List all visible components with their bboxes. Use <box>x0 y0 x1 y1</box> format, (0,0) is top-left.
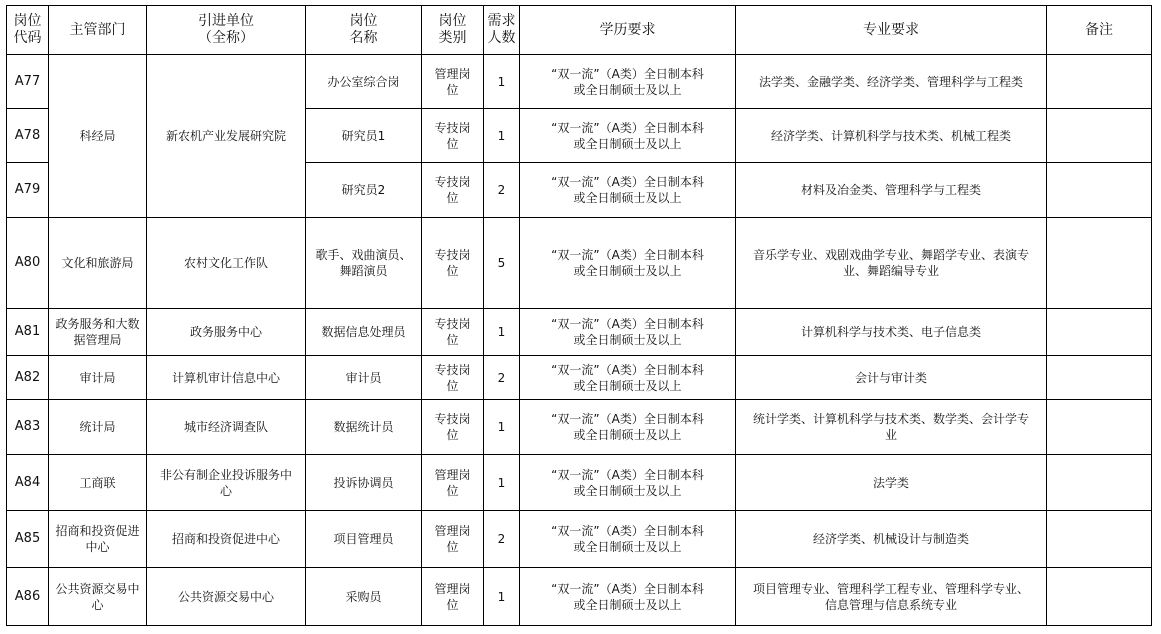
cell-count: 1 <box>484 309 520 356</box>
cell-category: 专技岗 位 <box>422 400 484 455</box>
cell-code: A83 <box>7 400 49 455</box>
cell-major: 统计学类、计算机科学与技术类、数学类、会计学专 业 <box>736 400 1047 455</box>
cell-dept: 文化和旅游局 <box>49 218 147 309</box>
cell-major: 法学类 <box>736 455 1047 511</box>
cell-count: 2 <box>484 511 520 568</box>
cell-unit: 公共资源交易中心 <box>147 568 306 626</box>
cell-education: “双一流”（A类）全日制本科 或全日制硕士及以上 <box>520 356 736 400</box>
cell-remark <box>1047 400 1152 455</box>
cell-post: 研究员1 <box>306 109 422 163</box>
cell-remark <box>1047 356 1152 400</box>
cell-education: “双一流”（A类）全日制本科 或全日制硕士及以上 <box>520 455 736 511</box>
cell-unit: 新农机产业发展研究院 <box>147 55 306 218</box>
cell-category: 专技岗 位 <box>422 356 484 400</box>
cell-dept: 招商和投资促进 中心 <box>49 511 147 568</box>
cell-remark <box>1047 568 1152 626</box>
table-row <box>7 568 1152 626</box>
cell-remark <box>1047 511 1152 568</box>
cell-code: A77 <box>7 55 49 109</box>
cell-remark <box>1047 109 1152 163</box>
cell-remark <box>1047 455 1152 511</box>
cell-category: 专技岗 位 <box>422 109 484 163</box>
cell-post: 数据信息处理员 <box>306 309 422 356</box>
cell-major: 经济学类、机械设计与制造类 <box>736 511 1047 568</box>
cell-remark <box>1047 309 1152 356</box>
table-row <box>7 356 1152 400</box>
header-post: 岗位 名称 <box>306 6 422 55</box>
table-row <box>7 55 1152 109</box>
cell-post: 项目管理员 <box>306 511 422 568</box>
header-major: 专业要求 <box>736 6 1047 55</box>
cell-code: A78 <box>7 109 49 163</box>
cell-dept: 审计局 <box>49 356 147 400</box>
cell-category: 管理岗 位 <box>422 55 484 109</box>
cell-remark <box>1047 163 1152 218</box>
cell-major: 计算机科学与技术类、电子信息类 <box>736 309 1047 356</box>
cell-education: “双一流”（A类）全日制本科 或全日制硕士及以上 <box>520 568 736 626</box>
cell-major: 经济学类、计算机科学与技术类、机械工程类 <box>736 109 1047 163</box>
cell-category: 管理岗 位 <box>422 568 484 626</box>
header-dept: 主管部门 <box>49 6 147 55</box>
cell-dept: 工商联 <box>49 455 147 511</box>
cell-category: 专技岗 位 <box>422 218 484 309</box>
cell-education: “双一流”（A类）全日制本科 或全日制硕士及以上 <box>520 109 736 163</box>
cell-dept: 公共资源交易中 心 <box>49 568 147 626</box>
header-row <box>7 6 1152 55</box>
cell-major: 音乐学专业、戏剧戏曲学专业、舞蹈学专业、表演专 业、舞蹈编导专业 <box>736 218 1047 309</box>
cell-count: 1 <box>484 568 520 626</box>
cell-count: 2 <box>484 163 520 218</box>
cell-unit: 农村文化工作队 <box>147 218 306 309</box>
cell-count: 1 <box>484 400 520 455</box>
cell-education: “双一流”（A类）全日制本科 或全日制硕士及以上 <box>520 163 736 218</box>
cell-education: “双一流”（A类）全日制本科 或全日制硕士及以上 <box>520 55 736 109</box>
cell-education: “双一流”（A类）全日制本科 或全日制硕士及以上 <box>520 511 736 568</box>
table-row <box>7 511 1152 568</box>
cell-code: A86 <box>7 568 49 626</box>
cell-category: 管理岗 位 <box>422 511 484 568</box>
cell-count: 5 <box>484 218 520 309</box>
header-education: 学历要求 <box>520 6 736 55</box>
cell-count: 1 <box>484 55 520 109</box>
cell-post: 投诉协调员 <box>306 455 422 511</box>
cell-unit: 政务服务中心 <box>147 309 306 356</box>
cell-unit: 城市经济调查队 <box>147 400 306 455</box>
cell-code: A82 <box>7 356 49 400</box>
header-code: 岗位 代码 <box>7 6 49 55</box>
cell-dept: 科经局 <box>49 55 147 218</box>
cell-category: 专技岗 位 <box>422 309 484 356</box>
cell-code: A85 <box>7 511 49 568</box>
cell-category: 专技岗 位 <box>422 163 484 218</box>
cell-education: “双一流”（A类）全日制本科 或全日制硕士及以上 <box>520 400 736 455</box>
header-remark: 备注 <box>1047 6 1152 55</box>
cell-remark <box>1047 218 1152 309</box>
cell-education: “双一流”（A类）全日制本科 或全日制硕士及以上 <box>520 218 736 309</box>
cell-remark <box>1047 55 1152 109</box>
cell-major: 法学类、金融学类、经济学类、管理科学与工程类 <box>736 55 1047 109</box>
table-row <box>7 455 1152 511</box>
header-unit: 引进单位 （全称） <box>147 6 306 55</box>
cell-major: 会计与审计类 <box>736 356 1047 400</box>
cell-code: A81 <box>7 309 49 356</box>
cell-major: 项目管理专业、管理科学工程专业、管理科学专业、 信息管理与信息系统专业 <box>736 568 1047 626</box>
cell-major: 材料及冶金类、管理科学与工程类 <box>736 163 1047 218</box>
cell-code: A84 <box>7 455 49 511</box>
header-category: 岗位 类别 <box>422 6 484 55</box>
cell-code: A79 <box>7 163 49 218</box>
cell-dept: 政务服务和大数 据管理局 <box>49 309 147 356</box>
cell-unit: 非公有制企业投诉服务中 心 <box>147 455 306 511</box>
cell-dept: 统计局 <box>49 400 147 455</box>
cell-post: 采购员 <box>306 568 422 626</box>
cell-unit: 招商和投资促进中心 <box>147 511 306 568</box>
table-row <box>7 218 1152 309</box>
cell-post: 研究员2 <box>306 163 422 218</box>
cell-post: 歌手、戏曲演员、 舞蹈演员 <box>306 218 422 309</box>
cell-count: 2 <box>484 356 520 400</box>
table-row <box>7 309 1152 356</box>
cell-count: 1 <box>484 455 520 511</box>
table-row <box>7 400 1152 455</box>
cell-unit: 计算机审计信息中心 <box>147 356 306 400</box>
cell-category: 管理岗 位 <box>422 455 484 511</box>
header-count: 需求 人数 <box>484 6 520 55</box>
cell-post: 审计员 <box>306 356 422 400</box>
cell-count: 1 <box>484 109 520 163</box>
recruitment-table <box>6 5 1152 626</box>
cell-post: 办公室综合岗 <box>306 55 422 109</box>
cell-education: “双一流”（A类）全日制本科 或全日制硕士及以上 <box>520 309 736 356</box>
cell-code: A80 <box>7 218 49 309</box>
cell-post: 数据统计员 <box>306 400 422 455</box>
